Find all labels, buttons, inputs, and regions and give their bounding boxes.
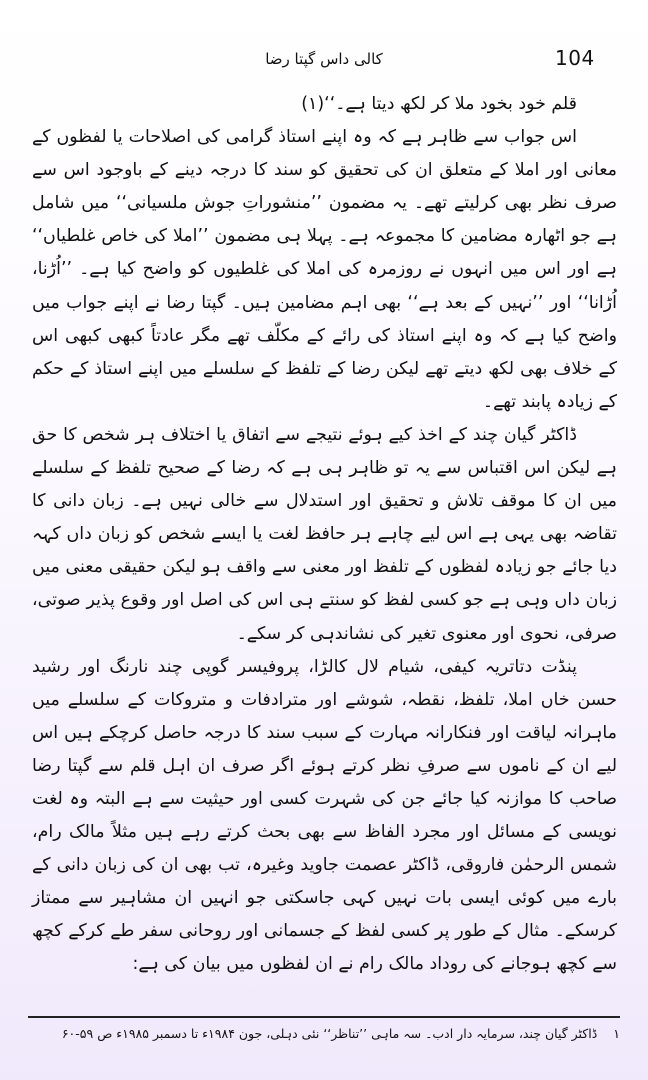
page-number: 104 bbox=[555, 46, 595, 70]
page-header bbox=[40, 40, 608, 80]
paragraph: پنڈت دتاتریہ کیفی، شیام لال کالڑا، پروفیسر گوپی چند نارنگ اور رشید حسن خاں املا، تلفظ، نقطہ، شوشے اور مترادفات و متروکات کے سلسلے میں ماہرانہ لیاقت اور فنکارانہ مہارت کے سبب سند کا درجہ حاصل کرچکے ہیں اس لیے ان کے ناموں سے صرفِ نظر کرتے ہوئے اگر صرف ان اہل قلم سے گپتا رضا صاحب کا موازنہ کیا جائے جن کی شہرت کسی اور حیثیت سے ہے البتہ وہ لغت نویسی کے مسائل اور مجرد الفاظ سے بھی بحث کرتے رہے ہیں مثلاً مالک رام، شمس الرحمٰن فاروقی، ڈاکٹر عصمت جاوید وغیرہ، تب بھی ان کی زبان دانی کے بارے میں کوئی ایسی بات نہیں کہی جاسکتی جو انہیں ان مشاہیر سے ممتاز کرسکے۔ مثال کے طور پر کسی لفظ کے جسمانی اور روحانی سفر طے کرکے کچھ سے کچھ ہوجانے کی روداد مالک رام نے ان لفظوں میں بیان کی ہے: bbox=[32, 656, 617, 975]
footnote bbox=[28, 1024, 620, 1044]
paragraph: اس جواب سے ظاہر ہے کہ وہ اپنے استاذ گرامی کی اصلاحات یا لفظوں کے معانی اور املا کے متعلق ان کی تحقیق کو سند کا درجہ دینے کے باوجود اس سے صرف نظر بھی کرلیتے تھے۔ یہ مضمون ’’منشوراتِ جوش ملسیانی‘‘ میں شامل ہے جو اٹھارہ مضامین کا مجموعہ ہے۔ پہلا ہی مضمون ’’املا کی خاص غلطیاں‘‘ ہے اور اس میں انہوں نے روزمرہ کی املا کی غلطیوں کو واضح کیا ہے۔ ’’اُڑنا، اُڑانا‘‘ اور ’’نہیں کے بعد ہے‘‘ بھی اہم مضامین ہیں۔ گپتا رضا نے اپنے جواب میں واضح کیا ہے کہ وہ اپنے استاذ کی رائے کے مکلّف تھے مگر عادتاً کبھی کبھی اس کے خلاف بھی لکھ دیتے تھے لیکن رضا کے تلفظ کے سلسلے میں اپنے استاذ کے حکم کے زیادہ پابند تھے۔ bbox=[32, 127, 617, 412]
footnote-marker: ۱ bbox=[613, 1026, 620, 1041]
quote-ending: قلم خود بخود ملا کر لکھ دیتا ہے۔‘‘(۱) bbox=[301, 94, 577, 114]
body-text bbox=[32, 88, 617, 982]
running-title: کالی داس گپتا رضا bbox=[265, 50, 383, 68]
footnote-text: ڈاکٹر گیان چند، سرمایہ دار ادب۔ سہ ماہی ’’تناظر‘‘ نئی دہلی، جون ۱۹۸۴ء تا دسمبر ۱۹۸۵ء ص ۵۹-۶۰ bbox=[61, 1026, 598, 1041]
footnote-divider bbox=[28, 1016, 620, 1018]
paragraph: ڈاکٹر گیان چند کے اخذ کیے ہوئے نتیجے سے اتفاق یا اختلاف ہر شخص کا حق ہے لیکن اس اقتباس سے یہ تو ظاہر ہی ہے کہ رضا کے صحیح تلفظ کے سلسلے میں ان کا موقف تلاش و تحقیق اور استدلال سے خالی نہیں ہے۔ زبان دانی کا تقاضہ بھی یہی ہے اس لیے چاہے ہر حافظ لغت یا ایسے شخص کو زبان داں کہہ دیا جائے جو زیادہ لفظوں کے تلفظ اور معنی سے واقف ہو لیکن حقیقی معنی میں زبان داں وہی ہے جو کسی لفظ کو سنتے ہی اس کی اصل اور وقوع پذیر صوتی، صرفی، نحوی اور معنوی تغیر کی نشاندہی کر سکے۔ bbox=[32, 424, 617, 644]
